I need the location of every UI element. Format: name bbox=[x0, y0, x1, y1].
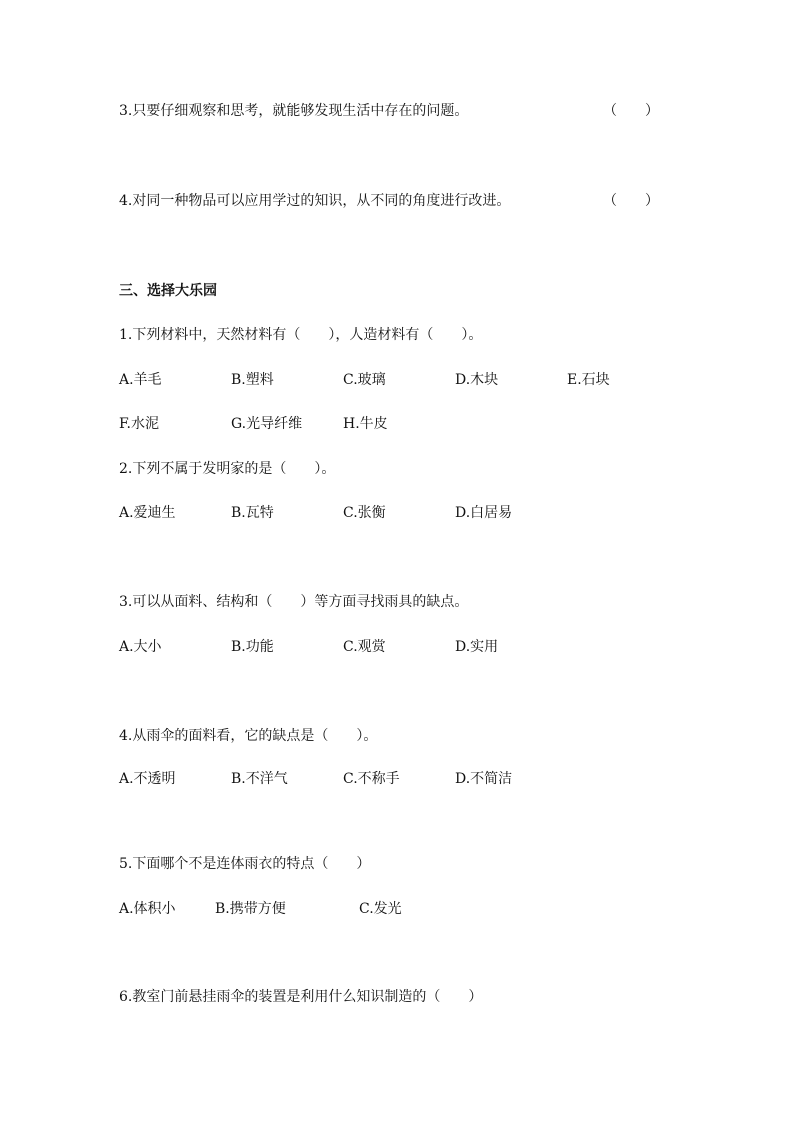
section-title: 三、选择大乐园 bbox=[119, 283, 217, 299]
q4-option-a[interactable]: A.不透明 bbox=[119, 771, 176, 787]
q4-option-b[interactable]: B.不洋气 bbox=[231, 771, 288, 787]
q3-option-d[interactable]: D.实用 bbox=[455, 639, 499, 655]
choice-question-1: 1.下列材料中，天然材料有（ ），人造材料有（ ）。 bbox=[119, 327, 483, 343]
choice-question-4: 4.从雨伞的面料看，它的缺点是（ ）。 bbox=[119, 728, 378, 744]
q2-option-c[interactable]: C.张衡 bbox=[343, 505, 386, 521]
q1-option-f[interactable]: F.水泥 bbox=[119, 416, 159, 432]
q2-option-a[interactable]: A.爱迪生 bbox=[119, 505, 176, 521]
q1-option-c[interactable]: C.玻璃 bbox=[343, 372, 386, 388]
choice-question-6: 6.教室门前悬挂雨伞的装置是利用什么知识制造的（ ） bbox=[119, 989, 483, 1005]
q1-option-g[interactable]: G.光导纤维 bbox=[231, 416, 303, 432]
q2-option-d[interactable]: D.白居易 bbox=[455, 505, 513, 521]
choice-question-3: 3.可以从面料、结构和（ ）等方面寻找雨具的缺点。 bbox=[119, 594, 469, 610]
q3-option-c[interactable]: C.观赏 bbox=[343, 639, 386, 655]
q4-option-d[interactable]: D.不简洁 bbox=[455, 771, 513, 787]
judge-answer-blank-4[interactable]: （ ） bbox=[603, 193, 659, 209]
choice-question-5: 5.下面哪个不是连体雨衣的特点（ ） bbox=[119, 856, 371, 872]
q5-option-c[interactable]: C.发光 bbox=[359, 901, 402, 917]
judge-answer-blank-3[interactable]: （ ） bbox=[603, 103, 659, 119]
q1-option-d[interactable]: D.木块 bbox=[455, 372, 499, 388]
choice-question-2: 2.下列不属于发明家的是（ ）。 bbox=[119, 461, 336, 477]
q1-option-a[interactable]: A.羊毛 bbox=[119, 372, 162, 388]
q3-option-a[interactable]: A.大小 bbox=[119, 639, 162, 655]
judge-question-4: 4.对同一种物品可以应用学过的知识，从不同的角度进行改进。 bbox=[119, 193, 511, 209]
q5-option-b[interactable]: B.携带方便 bbox=[215, 901, 286, 917]
q3-option-b[interactable]: B.功能 bbox=[231, 639, 274, 655]
q5-option-a[interactable]: A.体积小 bbox=[119, 901, 176, 917]
q1-option-e[interactable]: E.石块 bbox=[567, 372, 610, 388]
q1-option-h[interactable]: H.牛皮 bbox=[343, 416, 388, 432]
q2-option-b[interactable]: B.瓦特 bbox=[231, 505, 274, 521]
judge-question-3: 3.只要仔细观察和思考，就能够发现生活中存在的问题。 bbox=[119, 103, 469, 119]
q4-option-c[interactable]: C.不称手 bbox=[343, 771, 400, 787]
q1-option-b[interactable]: B.塑料 bbox=[231, 372, 274, 388]
